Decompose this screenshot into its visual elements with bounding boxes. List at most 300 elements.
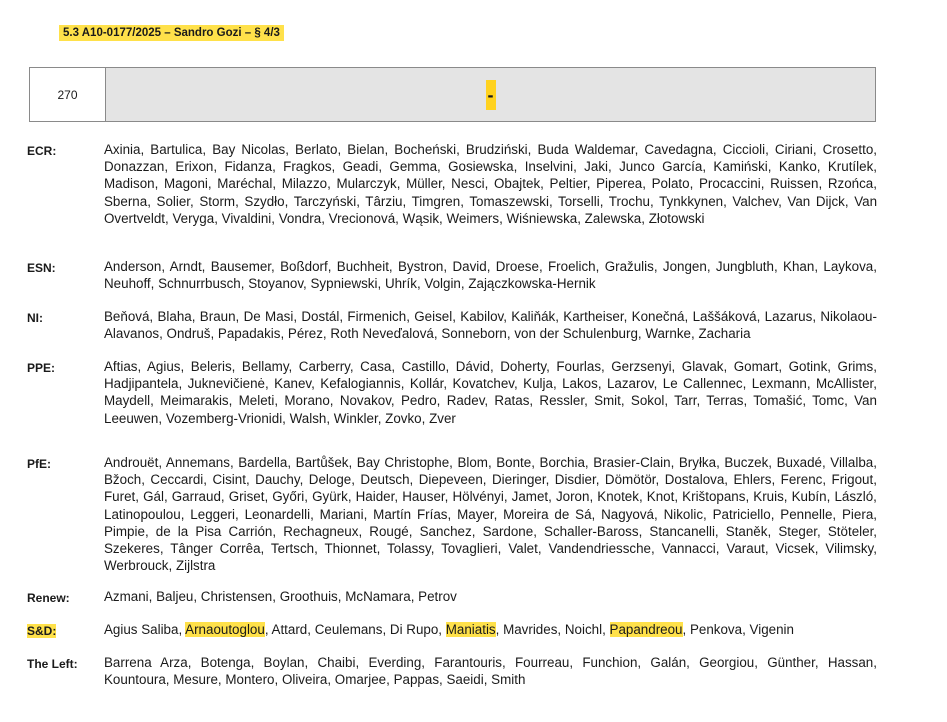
group-label: Renew: — [27, 591, 70, 605]
member-name: Stancanelli — [649, 523, 715, 539]
member-name: Crosetto — [822, 142, 874, 157]
member-name: Cisint — [212, 472, 246, 488]
member-name: Stoyanov — [248, 276, 304, 292]
member-name: Kabilov — [460, 309, 504, 324]
member-name: Nikolic — [663, 506, 704, 522]
member-name: Deutsch — [360, 472, 410, 488]
member-name: Mesure — [173, 672, 218, 688]
member-name: László — [834, 489, 874, 505]
member-name: Ressler — [539, 393, 585, 409]
member-name: Diepeveen — [418, 472, 483, 488]
member-name: Buchheit — [336, 259, 389, 274]
member-name: Bartulica — [150, 142, 203, 157]
member-name: Dostál — [301, 309, 340, 324]
member-name: Vilimsky — [825, 541, 874, 557]
member-name: Gražulis — [604, 259, 654, 274]
member-name: Milazzo — [281, 176, 328, 192]
member-name: Gyürk — [312, 489, 348, 505]
member-name: Tomaszewski — [469, 193, 549, 209]
member-name: Zver — [429, 410, 456, 426]
member-name: Sonneborn — [441, 326, 507, 342]
member-name: Leggeri — [190, 506, 235, 522]
member-name: Montero — [225, 672, 275, 688]
member-name: Nagyová — [601, 506, 654, 522]
member-name: Le Callennec — [662, 376, 743, 392]
group-names: Anderson, Arndt, Bausemer, Boßdorf, Buchheit, Bystron, David, Droese, Froelich, Gražulis, Jongen, Jungbluth, Khan, Laykova, Neuhoff, Schnurrbusch, Stoyanov, Sypniewski, Uhrík, Volgin, Zajączkowska-Hernik — [104, 259, 877, 292]
group-renew — [27, 588, 877, 607]
member-name: Kaliňák — [511, 309, 556, 324]
member-name: Froelich — [548, 259, 596, 274]
member-name: Sypniewski — [310, 276, 378, 292]
group-names: Azmani, Baljeu, Christensen, Groothuis, McNamara, Petrov — [104, 589, 457, 604]
member-name: Galán — [650, 655, 687, 670]
member-name: Laykova — [823, 259, 874, 274]
group-label: NI: — [27, 311, 43, 325]
member-name: Dávid — [455, 359, 490, 374]
member-name: Lakos — [562, 376, 598, 392]
group-names: Beňová, Blaha, Braun, De Masi, Dostál, Firmenich, Geisel, Kabilov, Kaliňák, Kartheiser, Konečná, Laššáková, Lazarus, Nikolaou-Alavanos, Ondruš, Papadakis, Pérez, Roth Neveďalová, Sonneborn, von der Schulenburg, Warnke, Zacharia — [104, 309, 877, 342]
member-name: Bay Christophe — [356, 455, 450, 470]
member-name: Bryłka — [678, 455, 717, 470]
group-pfe — [27, 454, 877, 574]
member-name: Annemans — [165, 455, 230, 470]
member-name: Casa — [360, 359, 392, 374]
group-ecr — [27, 141, 877, 227]
member-name: Boßdorf — [280, 259, 328, 274]
member-name: Everding — [368, 655, 422, 670]
member-name: David — [452, 259, 487, 274]
member-name: Beleris — [190, 359, 232, 374]
member-name: Mariani — [319, 506, 364, 522]
member-name: Lazarov — [606, 376, 654, 392]
member-name: Latinopoulou — [104, 506, 181, 522]
group-names: Androuët, Annemans, Bardella, Bartůšek, Bay Christophe, Blom, Bonte, Borchia, Brasier-Clain, Bryłka, Buczek, Buxadé, Villalba, Bžoch, Ceccardi, Cisint, Dauchy, Deloge, Deutsch, Diepeveen, Dieringer, Disdier, Dömötör, Dostalova, Ehlers, Ferenc, Frigout, Furet, Gál, Garraud, Griset, Győri, Gyürk, Haider, Hauser, Hölvényi, Jamet, Joron, Knotek, Knot, Krištopans, Kruis, Kubín, László, Latinopoulou, Leggeri, Leonardelli, Mariani, Martín Frías, Mayer, Moreira de Sá, Nagyová, Nikolic, Patriciello, Pennelle, Piera, Pimpie, de la Pisa Carrión, Rechagneux, Rougé, Sanchez, Sardone, Schaller-Baross, Stancanelli, Staněk, Steger, Stöteler, Szekeres, Tânger Corrêa, Tertsch, Thionnet, Tolassy, Tovaglieri, Valet, Vandendriessche, Vannacci, Varaut, Vicsek, Vilimsky, Werbrouck, Zijlstra — [104, 455, 878, 574]
member-name: Maniatis — [445, 622, 496, 637]
member-name: Azmani — [104, 589, 149, 604]
member-name: Sardone — [482, 523, 534, 539]
member-name: Grims — [837, 359, 874, 374]
member-name: Petrov — [418, 589, 457, 604]
member-name: Zajączkowska-Hernik — [468, 276, 596, 292]
member-name: Leonardelli — [244, 506, 311, 522]
member-name: Tomašić — [753, 393, 803, 409]
member-name: Agius Saliba — [104, 622, 179, 637]
member-name: Vandendriessche — [548, 541, 651, 557]
member-name: Magoni — [163, 176, 208, 192]
group-label: The Left: — [27, 657, 78, 671]
member-name: Veryga — [172, 210, 215, 226]
member-name: Borchia — [539, 455, 585, 470]
member-name: Kartheiser — [563, 309, 624, 324]
member-name: Hadjipantela — [104, 376, 179, 392]
member-name: Dostalova — [664, 472, 725, 488]
member-name: Bartůšek — [295, 455, 349, 470]
member-name: Wąsik — [402, 210, 440, 226]
member-name: Berlato — [295, 142, 338, 157]
member-name: Villalba — [830, 455, 874, 470]
member-name: Radev — [446, 393, 485, 409]
member-name: Konečná — [631, 309, 685, 324]
member-name: Blom — [457, 455, 488, 470]
member-name: Geisel — [414, 309, 453, 324]
group-ppe — [27, 358, 877, 427]
member-name: Rzońca — [827, 176, 874, 192]
member-name: Roth Neveďalová — [330, 326, 434, 342]
member-name: Valchev — [732, 193, 779, 209]
member-name: Knot — [646, 489, 675, 505]
member-name: Hölvényi — [452, 489, 504, 505]
member-name: Baljeu — [156, 589, 194, 604]
member-name: Szekeres — [104, 541, 160, 557]
member-name: Pimpie — [104, 523, 145, 539]
member-name: Müller — [406, 176, 442, 192]
member-name: Bystron — [397, 259, 444, 274]
member-name: Smit — [594, 393, 621, 409]
group-names: Aftias, Agius, Beleris, Bellamy, Carberry, Casa, Castillo, Dávid, Doherty, Fourlas, Gerzsenyi, Glavak, Gomart, Gotink, Grims, Hadjipantela, Juknevičienė, Kanev, Kefalogiannis, Kollár, Kovatchev, Kulja, Lakos, Lazarov, Le Callennec, Lexmann, McAllister, Maydell, Meimarakis, Meleti, Morano, Novakov, Pedro, Radev, Ratas, Ressler, Smit, Sokol, Tarr, Terras, Tomašić, Tomc, Van Leeuwen, Vozemberg-Vrionidi, Walsh, Winkler, Zovko, Zver — [104, 359, 878, 426]
member-name: Kefalogiannis — [320, 376, 401, 392]
member-name: Morano — [284, 393, 330, 409]
member-name: Staněk — [725, 523, 768, 539]
member-name: Botenga — [200, 655, 251, 670]
member-name: Werbrouck — [104, 558, 169, 574]
member-name: Buczek — [724, 455, 769, 470]
member-name: Tertsch — [270, 541, 315, 557]
member-name: Thionnet — [324, 541, 377, 557]
member-name: Piera — [842, 506, 874, 522]
group-names: Barrena Arza, Botenga, Boylan, Chaibi, Everding, Farantouris, Fourreau, Funchion, Galán, Georgiou, Günther, Hassan, Kountoura, Mesure, Montero, Oliveira, Omarjee, Pappas, Saeidi, Smith — [104, 655, 877, 688]
member-name: Timgren — [411, 193, 461, 209]
member-name: Uhrík — [384, 276, 417, 292]
member-name: Chaibi — [317, 655, 356, 670]
member-name: Carberry — [298, 359, 350, 374]
member-name: Ondruš — [166, 326, 211, 342]
member-name: Gerzsenyi — [611, 359, 672, 374]
member-name: Omarjee — [334, 672, 387, 688]
member-name: Buda Waldemar — [537, 142, 635, 157]
member-name: McAllister — [815, 376, 874, 392]
member-name: Bausemer — [210, 259, 272, 274]
member-name: Kulja — [523, 376, 553, 392]
member-name: Terras — [706, 393, 744, 409]
member-name: De Masi — [243, 309, 294, 324]
member-name: Fragkos — [283, 159, 332, 175]
member-name: Kubín — [791, 489, 827, 505]
member-name: Vannacci — [661, 541, 716, 557]
member-name: Van Dijck — [787, 193, 845, 209]
member-name: Pennelle — [780, 506, 833, 522]
member-name: Maréchal — [217, 176, 273, 192]
member-name: Arndt — [169, 259, 202, 274]
member-name: Furet — [104, 489, 136, 505]
member-name: Neuhoff — [104, 276, 151, 292]
member-name: Christensen — [200, 589, 273, 604]
member-name: Pedro — [400, 393, 437, 409]
member-name: Jamet — [511, 489, 549, 505]
member-name: Smith — [491, 672, 526, 688]
member-name: Schaller-Baross — [544, 523, 639, 539]
member-name: Pérez — [287, 326, 323, 342]
member-name: Mularczyk — [336, 176, 397, 192]
member-name: Gotink — [788, 359, 828, 374]
member-name: Piperea — [596, 176, 643, 192]
member-name: Beňová — [104, 309, 150, 324]
member-name: Fourreau — [515, 655, 570, 670]
member-name: Zovko — [385, 410, 422, 426]
vote-heading: 5.3 A10-0177/2025 – Sandro Gozi – § 4/3 — [59, 25, 284, 41]
member-name: Arnaoutoglou — [185, 622, 265, 637]
member-name: Kamiński — [713, 159, 768, 175]
member-name: Georgiou — [699, 655, 755, 670]
member-name: Inselvini — [524, 159, 574, 175]
member-name: Złotowski — [648, 210, 705, 226]
member-name: Frigout — [831, 472, 874, 488]
member-name: Griset — [228, 489, 265, 505]
member-name: Jaki — [584, 159, 608, 175]
vote-marker: - — [486, 80, 496, 110]
member-name: Rechagneux — [283, 523, 359, 539]
member-name: Droese — [495, 259, 539, 274]
member-name: von der Schulenburg — [514, 326, 638, 342]
member-name: Axinia — [104, 142, 141, 157]
group-the-left — [27, 654, 877, 688]
member-name: Vicsek — [775, 541, 815, 557]
member-name: Vondra — [278, 210, 322, 226]
member-name: Glavak — [681, 359, 724, 374]
member-name: Lazarus — [764, 309, 813, 324]
member-name: Garraud — [171, 489, 221, 505]
member-name: Mavrides — [503, 622, 558, 637]
member-name: Gemma — [389, 159, 438, 175]
member-name: Dömötör — [604, 472, 656, 488]
member-name: Jungbluth — [715, 259, 774, 274]
member-name: Fourlas — [556, 359, 602, 374]
member-name: Bocheński — [394, 142, 457, 157]
member-name: Kruis — [753, 489, 784, 505]
member-name: Haider — [355, 489, 395, 505]
member-name: Farantouris — [434, 655, 503, 670]
member-name: Novakov — [339, 393, 391, 409]
group-ni — [27, 308, 877, 342]
member-name: Bonte — [496, 455, 532, 470]
member-name: Győri — [272, 489, 305, 505]
member-name: McNamara — [345, 589, 411, 604]
member-name: Castillo — [401, 359, 446, 374]
group-label: S&D: — [27, 624, 57, 638]
member-name: Tynkkynen — [659, 193, 724, 209]
member-name: Meleti — [238, 393, 275, 409]
group-sd — [27, 621, 877, 640]
member-name: Ciccioli — [722, 142, 766, 157]
member-name: Günther — [767, 655, 815, 670]
member-name: Kountoura — [104, 672, 166, 688]
member-name: Ehlers — [733, 472, 772, 488]
member-name: Junco García — [619, 159, 703, 175]
member-name: Hauser — [402, 489, 445, 505]
member-name: Kanko — [778, 159, 817, 175]
member-name: Obajtek — [494, 176, 541, 192]
member-name: Joron — [555, 489, 590, 505]
member-name: Szydło — [244, 193, 285, 209]
member-name: Bardella — [238, 455, 288, 470]
member-name: Nikolaou-Alavanos — [104, 309, 877, 342]
member-name: Polato — [651, 176, 690, 192]
group-label: PPE: — [27, 361, 56, 375]
member-name: Disdier — [554, 472, 596, 488]
member-name: Procaccini — [698, 176, 761, 192]
group-names: Axinia, Bartulica, Bay Nicolas, Berlato, Bielan, Bocheński, Brudziński, Buda Waldemar, Cavedagna, Ciccioli, Ciriani, Crosetto, Donazzan, Erixon, Fidanza, Fragkos, Geadi, Gemma, Gosiewska, Inselvini, Jaki, Junco García, Kamiński, Kanko, Krutílek, Madison, Magoni, Maréchal, Milazzo, Mularczyk, Müller, Nesci, Obajtek, Peltier, Piperea, Polato, Procaccini, Ruissen, Rzońca, Sberna, Solier, Storm, Szydło, Tarczyński, Târziu, Timgren, Tomaszewski, Torselli, Trochu, Tynkkynen, Valchev, Van Dijck, Van Overtveldt, Veryga, Vivaldini, Vondra, Vrecionová, Wąsik, Weimers, Wiśniewska, Zalewska, Złotowski — [104, 142, 878, 226]
member-name: Zacharia — [698, 326, 751, 342]
member-name: Sberna — [104, 193, 148, 209]
member-name: Trochu — [608, 193, 650, 209]
member-name: Pappas — [393, 672, 440, 688]
member-name: Vozemberg-Vrionidi — [165, 410, 283, 426]
member-name: Stöteler — [827, 523, 874, 539]
member-name: Torselli — [558, 193, 600, 209]
member-name: Tarczyński — [293, 193, 357, 209]
member-name: Van Overtveldt — [104, 193, 878, 226]
member-name: Dieringer — [491, 472, 546, 488]
member-name: Meimarakis — [160, 393, 229, 409]
member-name: Kollár — [409, 376, 444, 392]
member-name: Ceulemans — [314, 622, 383, 637]
member-name: Sokol — [630, 393, 665, 409]
member-name: Oliveira — [281, 672, 328, 688]
member-name: Târziu — [365, 193, 403, 209]
member-name: Zalewska — [584, 210, 642, 226]
member-name: Blaha — [157, 309, 192, 324]
member-name: Warnke — [645, 326, 691, 342]
group-names: Agius Saliba, Arnaoutoglou, Attard, Ceulemans, Di Rupo, Maniatis, Mavrides, Noichl, Papandreou, Penkova, Vigenin — [104, 622, 794, 637]
member-name: Vivaldini — [221, 210, 272, 226]
member-name: Patriciello — [712, 506, 771, 522]
member-name: Papadakis — [217, 326, 281, 342]
member-name: Winkler — [333, 410, 378, 426]
member-name: Juknevičienė — [187, 376, 266, 392]
member-name: Gomart — [733, 359, 779, 374]
member-name: Solier — [156, 193, 191, 209]
member-name: Bžoch — [104, 472, 142, 488]
group-label: ECR: — [27, 144, 57, 158]
member-name: Walsh — [289, 410, 327, 426]
member-name: Bay Nicolas — [212, 142, 286, 157]
member-name: Funchion — [582, 655, 638, 670]
member-name: Madison — [104, 176, 155, 192]
member-name: Jongen — [662, 259, 707, 274]
member-name: Maydell — [104, 393, 151, 409]
member-name: Knotek — [597, 489, 639, 505]
member-name: Tânger Corrêa — [170, 541, 261, 557]
member-name: Lexmann — [751, 376, 807, 392]
member-name: Doherty — [500, 359, 547, 374]
member-name: Attard — [271, 622, 308, 637]
member-name: Fidanza — [224, 159, 273, 175]
member-name: Sanchez — [419, 523, 472, 539]
member-name: Krištopans — [682, 489, 746, 505]
member-name: Aftias — [104, 359, 138, 374]
member-name: Gosiewska — [448, 159, 514, 175]
member-name: Androuët — [104, 455, 159, 470]
member-name: Brasier-Clain — [593, 455, 671, 470]
member-name: Boylan — [263, 655, 305, 670]
vote-count: 270 — [30, 68, 106, 121]
member-name: Schnurrbusch — [158, 276, 241, 292]
member-name: Tarr — [674, 393, 697, 409]
member-name: de la Pisa Carrión — [155, 523, 273, 539]
member-name: Firmenich — [347, 309, 407, 324]
member-name: Zijlstra — [175, 558, 216, 574]
member-name: Ciriani — [774, 142, 813, 157]
member-name: Moreira de Sá — [503, 506, 592, 522]
member-name: Cavedagna — [644, 142, 713, 157]
member-name: Nesci — [451, 176, 485, 192]
member-name: Rougé — [369, 523, 409, 539]
member-name: Bellamy — [241, 359, 289, 374]
group-label: ESN: — [27, 261, 56, 275]
member-name: Agius — [147, 359, 181, 374]
member-name: Weimers — [446, 210, 500, 226]
member-name: Tomc — [812, 393, 845, 409]
member-name: Groothuis — [279, 589, 338, 604]
member-name: Vrecionová — [328, 210, 396, 226]
member-name: Khan — [783, 259, 815, 274]
member-name: Bielan — [347, 142, 385, 157]
member-name: Noichl — [564, 622, 603, 637]
member-name: Papandreou — [609, 622, 683, 637]
member-name: Penkova — [689, 622, 743, 637]
member-name: Tovaglieri — [441, 541, 498, 557]
member-name: Saeidi — [446, 672, 484, 688]
member-name: Martín Frías — [373, 506, 448, 522]
group-esn — [27, 258, 877, 292]
member-name: Deloge — [308, 472, 352, 488]
member-name: Barrena Arza — [104, 655, 188, 670]
vote-count-box — [29, 67, 876, 122]
member-name: Volgin — [424, 276, 461, 292]
member-name: Mayer — [457, 506, 494, 522]
member-name: Ratas — [494, 393, 530, 409]
member-name: Gál — [143, 489, 164, 505]
vote-marker-cell — [106, 68, 875, 121]
member-name: Van Leeuwen — [104, 393, 877, 426]
member-name: Krutílek — [827, 159, 874, 175]
member-name: Di Rupo — [389, 622, 439, 637]
member-name: Brudziński — [465, 142, 528, 157]
member-name: Valet — [508, 541, 538, 557]
member-name: Varaut — [726, 541, 765, 557]
member-name: Vigenin — [749, 622, 794, 637]
member-name: Steger — [778, 523, 818, 539]
member-name: Hassan — [827, 655, 874, 670]
member-name: Tolassy — [387, 541, 431, 557]
member-name: Peltier — [549, 176, 587, 192]
member-name: Kanev — [274, 376, 312, 392]
member-name: Wiśniewska — [506, 210, 578, 226]
member-name: Laššáková — [692, 309, 757, 324]
member-name: Ruissen — [770, 176, 819, 192]
member-name: Erixon — [175, 159, 214, 175]
member-name: Dauchy — [255, 472, 300, 488]
member-name: Geadi — [342, 159, 379, 175]
group-label: PfE: — [27, 457, 51, 471]
member-name: Ceccardi — [150, 472, 204, 488]
member-name: Anderson — [104, 259, 162, 274]
member-name: Kovatchev — [452, 376, 515, 392]
member-name: Buxadé — [776, 455, 822, 470]
member-name: Ferenc — [780, 472, 823, 488]
member-name: Donazzan — [104, 159, 165, 175]
member-name: Storm — [199, 193, 236, 209]
member-name: Braun — [199, 309, 236, 324]
